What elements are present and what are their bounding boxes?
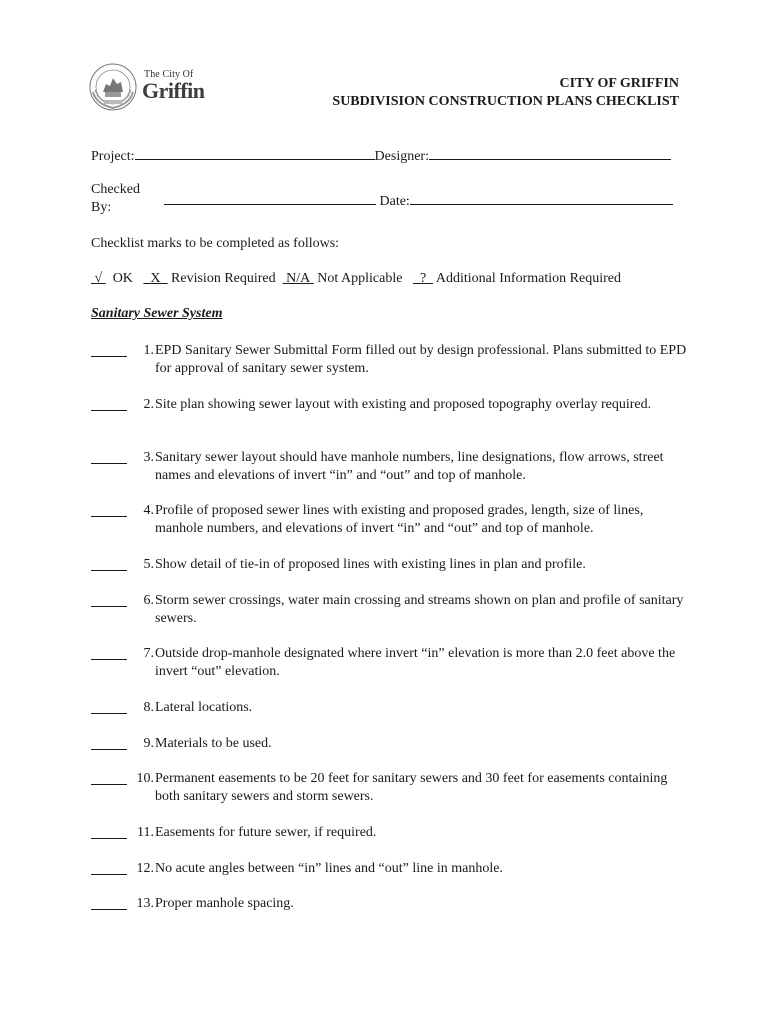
checked-by-field[interactable] (164, 190, 376, 205)
header-title: SUBDIVISION CONSTRUCTION PLANS CHECKLIST (332, 94, 679, 109)
legend-ok-label: OK (112, 271, 133, 286)
checklist-item-3 (91, 449, 691, 485)
section-title: Sanitary Sewer System (91, 306, 223, 321)
item-number: 8. (143, 700, 154, 715)
check-blank[interactable] (91, 449, 127, 464)
city-seal-icon (88, 62, 138, 112)
instructions-text: Checklist marks to be completed as follows: (91, 236, 340, 251)
item-text: Proper manhole spacing. (155, 896, 294, 911)
designer-field[interactable] (429, 145, 671, 160)
checked-label-line2: By: (91, 200, 112, 215)
date-field[interactable] (410, 190, 673, 205)
item-text: Outside drop-manhole designated where invert “in” elevation is more than 2.0 feet above the invert “out” elevation. (155, 646, 676, 679)
item-text: Materials to be used. (155, 736, 272, 751)
check-blank[interactable] (91, 645, 127, 660)
check-blank[interactable] (91, 592, 127, 607)
checklist-item-10 (91, 770, 691, 806)
item-text: Profile of proposed sewer lines with existing and proposed grades, length, size of lines, manhole numbers, and elevations of invert “in” and “out” and top of manhole. (155, 503, 644, 536)
check-blank[interactable] (91, 699, 127, 714)
logo-tagline: The City Of (144, 69, 194, 80)
checked-date-row (164, 190, 673, 211)
checklist-item-13 (91, 895, 691, 913)
legend-na-mark: N/A (286, 271, 311, 286)
item-text: Lateral locations. (155, 700, 253, 715)
item-text: EPD Sanitary Sewer Submittal Form filled out by design professional. Plans submitted to EPD for approval of sanitary sewer system. (155, 343, 687, 376)
item-text: Easements for future sewer, if required. (155, 825, 377, 840)
date-label: Date: (379, 194, 410, 209)
item-number: 13. (136, 896, 154, 911)
legend-row (91, 270, 621, 288)
legend-x-label: Revision Required (171, 271, 276, 286)
item-number: 6. (143, 593, 154, 608)
item-number: 4. (143, 503, 154, 518)
logo-wordmark: Griffin (142, 78, 205, 103)
item-number: 2. (143, 397, 154, 412)
project-field[interactable] (135, 145, 375, 160)
item-number: 11. (137, 825, 154, 840)
item-number: 12. (136, 861, 154, 876)
item-text: Show detail of tie-in of proposed lines with existing lines in plan and profile. (155, 557, 586, 572)
check-blank[interactable] (91, 556, 127, 571)
legend-na-label: Not Applicable (317, 271, 403, 286)
legend-ok-mark: √ (94, 271, 103, 286)
checked-label-line1: Checked (91, 182, 140, 197)
checklist-item-7 (91, 645, 691, 681)
check-blank[interactable] (91, 735, 127, 750)
check-blank[interactable] (91, 502, 127, 517)
item-text: No acute angles between “in” lines and “out” line in manhole. (155, 861, 503, 876)
document-header (332, 75, 679, 111)
check-blank[interactable] (91, 860, 127, 875)
item-number: 3. (143, 450, 154, 465)
item-number: 10. (136, 771, 154, 786)
item-number: 7. (143, 646, 154, 661)
checklist-item-11 (91, 824, 691, 842)
item-number: 5. (143, 557, 154, 572)
item-text: Permanent easements to be 20 feet for sanitary sewers and 30 feet for easements containing both sanitary sewers and storm sewers. (155, 771, 668, 804)
item-text: Site plan showing sewer layout with existing and proposed topography overlay required. (155, 397, 652, 412)
check-blank[interactable] (91, 396, 127, 411)
checklist-item-6 (91, 592, 691, 628)
checked-by-label (91, 181, 140, 217)
item-text: Sanitary sewer layout should have manhole numbers, line designations, flow arrows, street names and elevations of invert “in” and “out” and top of manhole. (155, 450, 664, 483)
checklist-item-8 (91, 699, 691, 717)
checklist-item-12 (91, 860, 691, 878)
checklist-item-4 (91, 502, 691, 538)
check-blank[interactable] (91, 770, 127, 785)
check-blank[interactable] (91, 342, 127, 357)
checklist-item-9 (91, 735, 691, 753)
legend-q-label: Additional Information Required (435, 271, 621, 286)
item-number: 1. (143, 343, 154, 358)
designer-label: Designer: (374, 149, 429, 164)
check-blank[interactable] (91, 824, 127, 839)
legend-x-mark: X (150, 271, 161, 286)
city-logo (88, 62, 213, 112)
project-row (91, 145, 671, 166)
project-label: Project: (91, 149, 135, 164)
checklist-item-2 (91, 396, 691, 414)
legend-q-mark: ? (419, 271, 427, 286)
check-blank[interactable] (91, 895, 127, 910)
item-number: 9. (143, 736, 154, 751)
checklist-item-5 (91, 556, 691, 574)
header-org: CITY OF GRIFFIN (559, 76, 679, 91)
item-text: Storm sewer crossings, water main crossing and streams shown on plan and profile of sanitary sewers. (155, 593, 684, 626)
checklist-item-1 (91, 342, 691, 378)
